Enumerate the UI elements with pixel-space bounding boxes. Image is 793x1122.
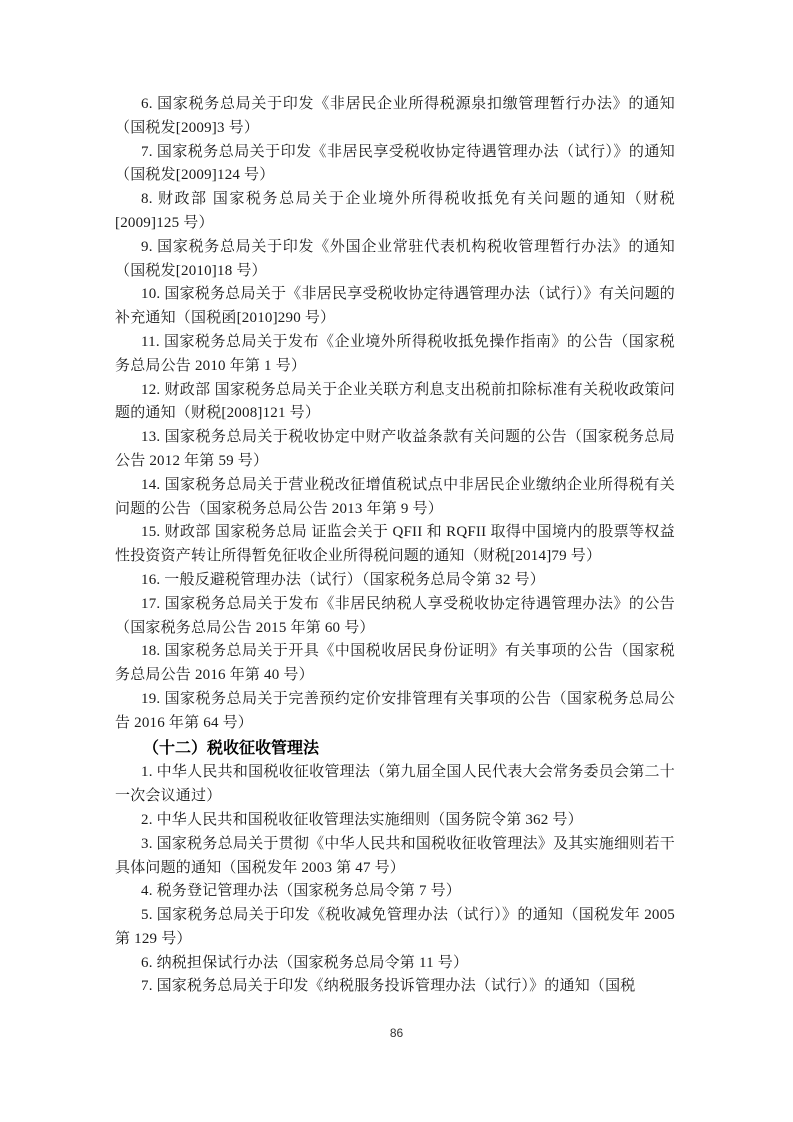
- list-item: 10. 国家税务总局关于《非居民享受税收协定待遇管理办法（试行）》有关问题的补充通知（国税函[2010]290 号）: [115, 286, 675, 327]
- page-number: 86: [389, 1026, 404, 1040]
- list-item: 12. 财政部 国家税务总局关于企业关联方利息支出税前扣除标准有关税收政策问题的通知（财税[2008]121 号）: [115, 381, 675, 422]
- document-body: [115, 93, 675, 999]
- list-item: 13. 国家税务总局关于税收协定中财产收益条款有关问题的公告（国家税务总局公告 2012 年第 59 号）: [115, 429, 675, 469]
- list-item: 19. 国家税务总局关于完善预约定价安排管理有关事项的公告（国家税务总局公告 2016 年第 64 号）: [115, 690, 675, 731]
- section-heading: （十二）税收征收管理法: [143, 739, 320, 757]
- list-item: 6. 纳税担保试行办法（国家税务总局令第 11 号）: [141, 954, 469, 971]
- list-item: 5. 国家税务总局关于印发《税收减免管理办法（试行）》的通知（国税发年 2005 第 129 号）: [115, 907, 675, 947]
- list-item: 7. 国家税务总局关于印发《纳税服务投诉管理办法（试行）》的通知（国税: [141, 978, 636, 995]
- list-item: 16. 一般反避税管理办法（试行）（国家税务总局令第 32 号）: [141, 571, 545, 588]
- list-item: 6. 国家税务总局关于印发《非居民企业所得税源泉扣缴管理暂行办法》的通知（国税发[2009]3 号）: [115, 96, 675, 136]
- list-item: 3. 国家税务总局关于贯彻《中华人民共和国税收征收管理法》及其实施细则若干具体问题的通知（国税发年 2003 第 47 号）: [115, 835, 675, 876]
- list-item: 14. 国家税务总局关于营业税改征增值税试点中非居民企业缴纳企业所得税有关问题的公告（国家税务总局公告 2013 年第 9 号）: [115, 476, 675, 517]
- list-item: 18. 国家税务总局关于开具《中国税收居民身份证明》有关事项的公告（国家税务总局公告 2016 年第 40 号）: [115, 643, 675, 684]
- list-item: 1. 中华人民共和国税收征收管理法（第九届全国人民代表大会常务委员会第二十一次会议通过）: [115, 764, 675, 805]
- list-item: 17. 国家税务总局关于发布《非居民纳税人享受税收协定待遇管理办法》的公告（国家税务总局公告 2015 年第 60 号）: [115, 595, 675, 636]
- list-item: 9. 国家税务总局关于印发《外国企业常驻代表机构税收管理暂行办法》的通知（国税发[2010]18 号）: [115, 238, 675, 279]
- list-item: 15. 财政部 国家税务总局 证监会关于 QFII 和 RQFII 取得中国境内的股票等权益性投资资产转让所得暂免征收企业所得税问题的通知（财税[2014]79 号）: [115, 524, 675, 565]
- list-item: 8. 财政部 国家税务总局关于企业境外所得税收抵免有关问题的通知（财税[2009]125 号）: [115, 191, 675, 231]
- list-item: 2. 中华人民共和国税收征收管理法实施细则（国务院令第 362 号）: [141, 811, 583, 828]
- list-item: 4. 税务登记管理办法（国家税务总局令第 7 号）: [141, 883, 462, 900]
- list-item: 11. 国家税务总局关于发布《企业境外所得税收抵免操作指南》的公告（国家税务总局公告 2010 年第 1 号）: [115, 333, 675, 374]
- list-item: 7. 国家税务总局关于印发《非居民享受税收协定待遇管理办法（试行）》的通知（国税发[2009]124 号）: [115, 143, 675, 184]
